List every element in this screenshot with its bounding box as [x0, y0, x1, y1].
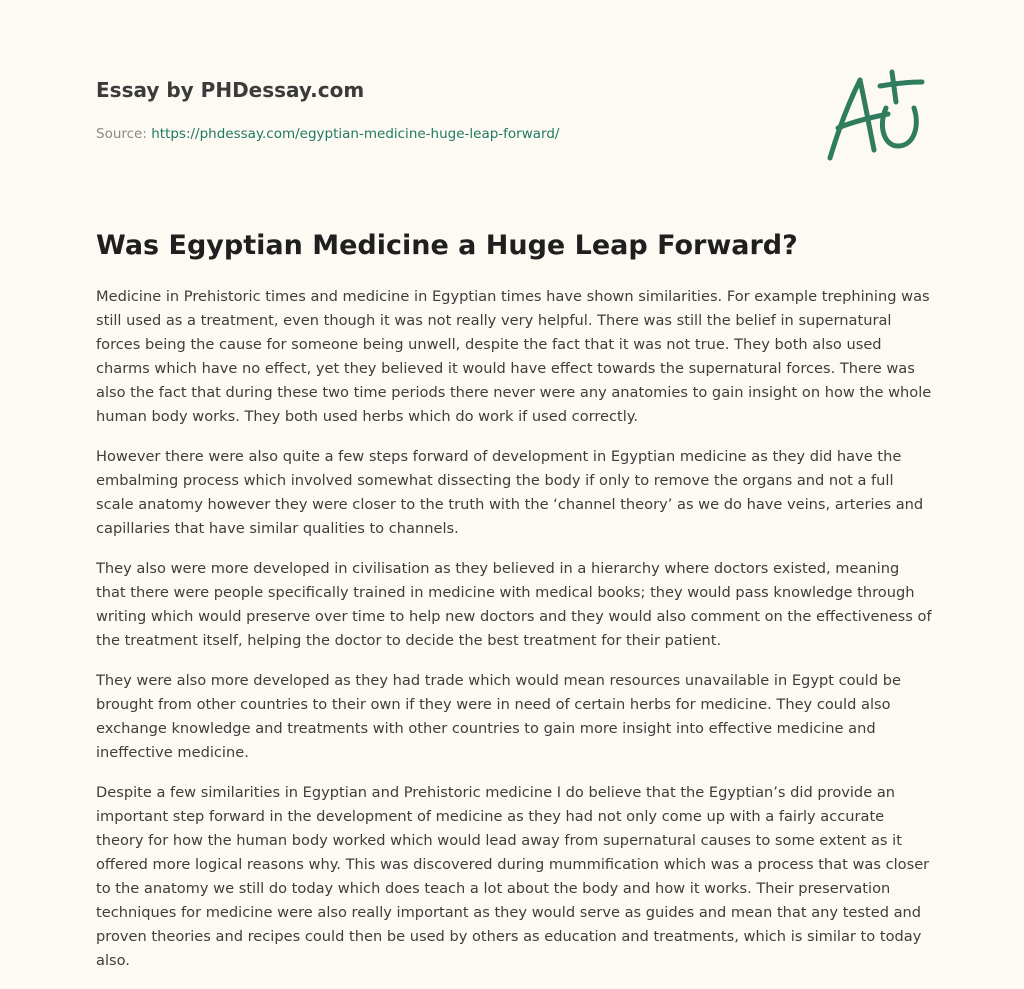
- a-plus-grade-icon: [822, 68, 926, 164]
- essay-paragraph: Despite a few similarities in Egyptian and Prehistoric medicine I do believe that the Egyptian’s did provide an important step forward in the development of medicine as they had not only come up with a fairly accurate theory for how the human body worked which would lead away from supernatural causes to some extent as it offered more logical reasons why. This was discovered during mummification which was a process that was closer to the anatomy we still do today which does teach a lot about the body and how it works. Their preservation techniques for medicine were also really important as they would serve as guides and mean that any tested and proven theories and recipes could then be used by others as education and treatments, which is similar to today also.: [96, 784, 930, 969]
- essay-paragraph: Medicine in Prehistoric times and medicine in Egyptian times have shown similarities. For example trephining was still used as a treatment, even though it was not really very helpful. There was still the belief in supernatural forces being the cause for someone being unwell, despite the fact that it was not true. They both also used charms which have no effect, yet they believed it would have effect towards the supernatural forces. There was also the fact that during these two time periods there never were any anatomies to gain insight on how the whole human body works. They both used herbs which do work if used correctly.: [96, 288, 932, 425]
- page-header: [96, 76, 796, 142]
- essay-paragraph: They also were more developed in civilisation as they believed in a hierarchy where doctors existed, meaning that there were people specifically trained in medicine with medical books; they would pass knowledge through writing which would preserve over time to help new doctors and they would also comment on the effectiveness of the treatment itself, helping the doctor to decide the best treatment for their patient.: [96, 560, 932, 649]
- essay-paragraph: They were also more developed as they had trade which would mean resources unavailable in Egypt could be brought from other countries to their own if they were in need of certain herbs for medicine. They could also exchange knowledge and treatments with other countries to gain more insight into effective medicine and ineffective medicine.: [96, 672, 901, 761]
- brand-heading: Essay by PHDessay.com: [96, 78, 365, 102]
- essay-title: Was Egyptian Medicine a Huge Leap Forward?: [96, 230, 798, 261]
- essay-body: [96, 285, 932, 989]
- source-label: Source:: [96, 126, 152, 142]
- source-link[interactable]: https://phdessay.com/egyptian-medicine-huge-leap-forward/: [151, 126, 560, 142]
- essay-paragraph: However there were also quite a few steps forward of development in Egyptian medicine as they did have the embalming process which involved somewhat dissecting the body if only to remove the organs and not a full scale anatomy however they were closer to the truth with the ‘channel theory’ as we do have veins, arteries and capillaries that have similar qualities to channels.: [96, 448, 924, 537]
- source-line: [96, 124, 559, 144]
